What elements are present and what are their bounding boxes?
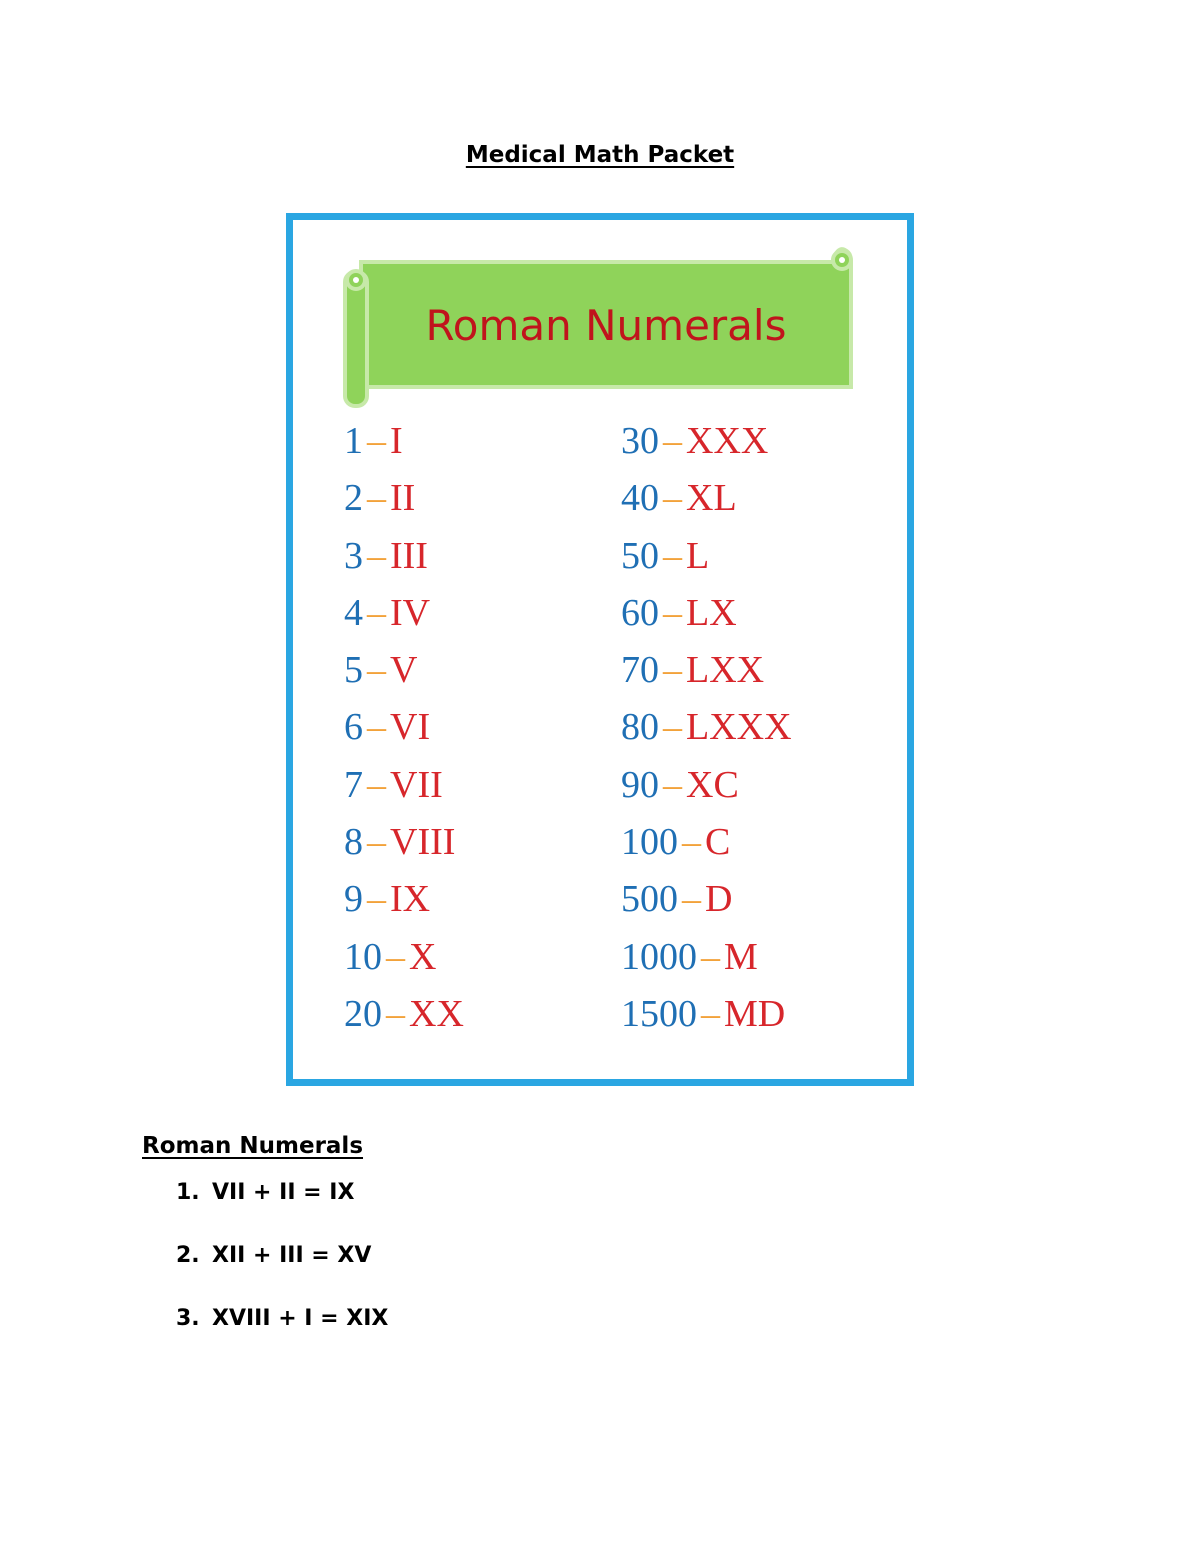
problem-number: 3.: [176, 1306, 200, 1331]
list-item: 30 – XXX: [621, 420, 769, 462]
list-item: 40 – XL: [621, 477, 737, 520]
list-item: 9 – IX: [344, 878, 431, 921]
numeral-list-left: [344, 413, 464, 1043]
page-title: [0, 140, 1200, 170]
numeral-list-right: [621, 413, 792, 1043]
problem-text: VII + II = IX: [212, 1180, 355, 1205]
roman-numerals-chart-image: [286, 213, 914, 1086]
list-item: [176, 1241, 388, 1304]
list-item: 60 – LX: [621, 591, 737, 634]
list-item: 1 – I: [344, 420, 403, 462]
list-item: 1000 – M: [621, 935, 758, 978]
list-item: 100 – C: [621, 821, 731, 864]
problem-text: XVIII + I = XIX: [212, 1306, 389, 1331]
list-item: [176, 1304, 388, 1367]
list-item: 8 – VIII: [344, 821, 456, 864]
list-item: 500 – D: [621, 878, 733, 921]
list-item: 5 – V: [344, 649, 418, 692]
section-heading: Roman Numerals: [142, 1133, 364, 1159]
list-item: 20 – XX: [344, 992, 464, 1035]
list-item: 2 – II: [344, 477, 416, 520]
list-item: 50 – L: [621, 534, 710, 577]
list-item: 7 – VII: [344, 763, 443, 806]
banner-title: Roman Numerals: [425, 301, 787, 350]
list-item: 1500 – MD: [621, 992, 786, 1035]
list-item: 70 – LXX: [621, 649, 765, 692]
problem-number: 2.: [176, 1243, 200, 1268]
problem-number: 1.: [176, 1180, 200, 1205]
list-item: 6 – VI: [344, 706, 431, 749]
problem-text: XII + III = XV: [212, 1243, 372, 1268]
list-item: 10 – X: [344, 935, 437, 978]
list-item: 90 – XC: [621, 763, 739, 806]
problem-list: [176, 1178, 388, 1367]
list-item: 4 – IV: [344, 591, 431, 634]
list-item: 3 – III: [344, 534, 428, 577]
list-item: [176, 1178, 388, 1241]
page-title-text: Medical Math Packet: [465, 142, 735, 168]
list-item: 80 – LXXX: [621, 706, 792, 749]
